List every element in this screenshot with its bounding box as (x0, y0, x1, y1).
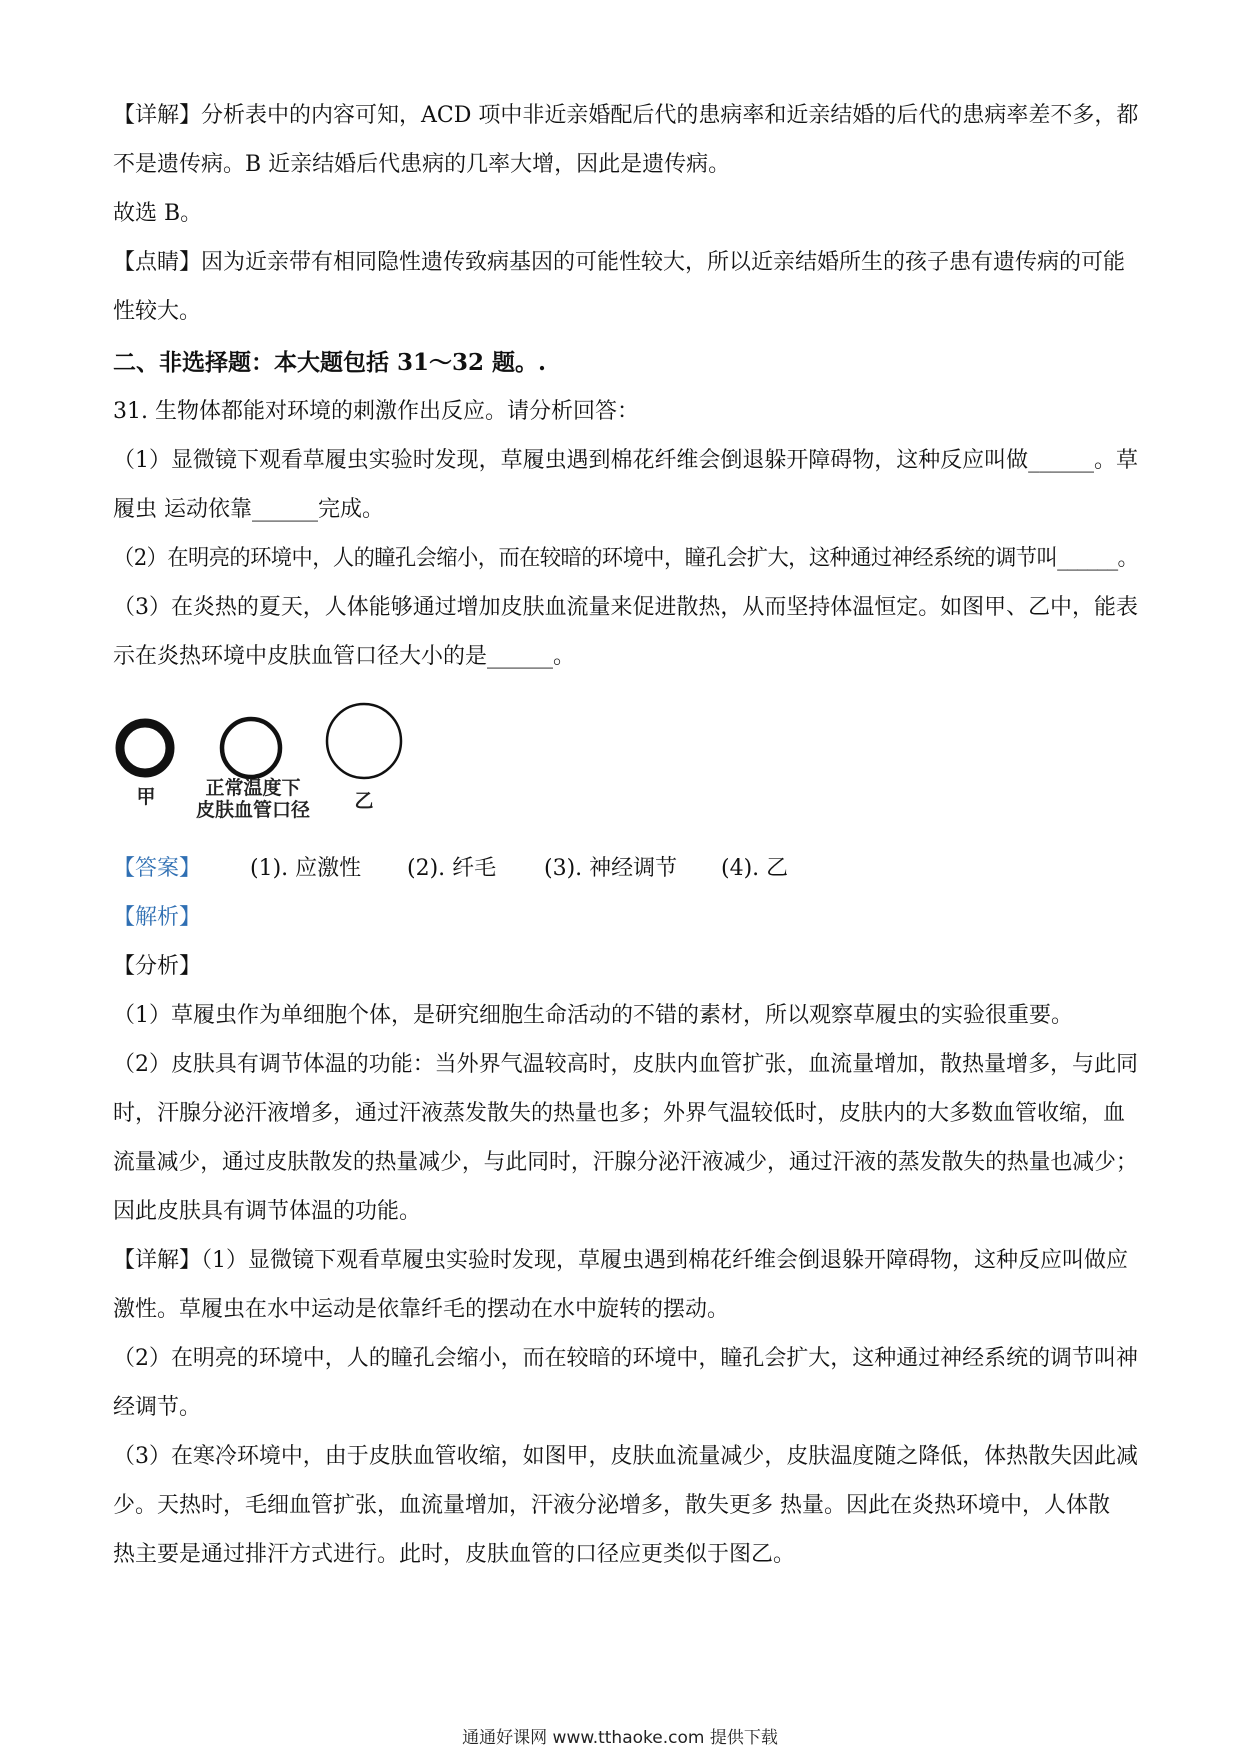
vessel-yi-circle (327, 704, 401, 778)
text-line: （2）皮肤具有调节体温的功能：当外界气温较高时，皮肤内血管扩张，血流量增加，散热量增多，与此同 (113, 1052, 1138, 1077)
label-jia: 甲 (136, 786, 156, 808)
label-yi: 乙 (354, 790, 374, 812)
text-line: （1）草履虫作为单细胞个体，是研究细胞生命活动的不错的素材，所以观察草履虫的实验很重要。 (113, 1003, 1074, 1028)
answer-1: (1). 应激性 (250, 856, 362, 881)
page-footer: 通通好课网 www.tthaoke.com 提供下载 (462, 1728, 778, 1748)
question-part-3-cont: 示在炎热环境中皮肤血管口径大小的是______。 (113, 644, 576, 669)
text-line: （2）在明亮的环境中，人的瞳孔会缩小，而在较暗的环境中，瞳孔会扩大，这种通过神经系统的调节叫神 (113, 1346, 1138, 1371)
vessel-jia-circle (120, 723, 170, 773)
answer-tag: 【答案】 (113, 856, 202, 881)
answer-2: (2). 纤毛 (407, 856, 497, 881)
text-line: 【点睛】因为近亲带有相同隐性遗传致病基因的可能性较大，所以近亲结婚所生的孩子患有遗传病的可能 (113, 250, 1126, 275)
text-line: 经调节。 (113, 1395, 202, 1420)
answer-row (113, 853, 1138, 885)
text-line: 不是遗传病。B 近亲结婚后代患病的几率大增，因此是遗传病。 (113, 152, 731, 177)
text-line: 【详解】（1）显微镜下观看草履虫实验时发现，草履虫遇到棉花纤维会倒退躲开障碍物，这种反应叫做应 (113, 1248, 1129, 1273)
text-line: 激性。草履虫在水中运动是依靠纤毛的摆动在水中旋转的摆动。 (113, 1297, 730, 1322)
vessel-diameter-figure (113, 698, 433, 828)
text-line: 因此皮肤具有调节体温的功能。 (113, 1199, 422, 1224)
text-line: 【详解】分析表中的内容可知，ACD 项中非近亲婚配后代的患病率和近亲结婚的后代的患病率差不多，都 (113, 103, 1139, 128)
question-part-1-cont: 履虫 运动依靠______完成。 (113, 497, 384, 522)
section-heading: 二、非选择题：本大题包括 31～32 题。. (113, 349, 547, 376)
label-normal-line2: 皮肤血管口径 (195, 799, 310, 821)
vessel-normal-circle (222, 719, 280, 777)
question-part-1: （1）显微镜下观看草履虫实验时发现，草履虫遇到棉花纤维会倒退躲开障碍物，这种反应叫做______。草 (113, 448, 1138, 473)
text-line: （3）在寒冷环境中，由于皮肤血管收缩，如图甲，皮肤血流量减少，皮肤温度随之降低，体热散失因此减 (113, 1444, 1138, 1469)
answer-3: (3). 神经调节 (544, 856, 678, 881)
analysis-tag: 【解析】 (113, 905, 202, 930)
text-line: 流量减少，通过皮肤散发的热量减少，与此同时，汗腺分泌汗液减少，通过汗液的蒸发散失的热量也减少； (113, 1150, 1138, 1175)
fenxi-tag: 【分析】 (113, 954, 202, 979)
text-line: 热主要是通过排汗方式进行。此时，皮肤血管的口径应更类似于图乙。 (113, 1542, 796, 1567)
answer-4: (4). 乙 (721, 856, 789, 881)
label-normal-line1: 正常温度下 (205, 777, 301, 799)
question-part-3: （3）在炎热的夏天，人体能够通过增加皮肤血流量来促进散热，从而坚持体温恒定。如图甲、乙中，能表 (113, 595, 1138, 620)
text-line: 时，汗腺分泌汗液增多，通过汗液蒸发散失的热量也多；外界气温较低时，皮肤内的大多数血管收缩，血 (113, 1101, 1126, 1126)
text-line: 少。天热时，毛细血管扩张，血流量增加，汗液分泌增多，散失更多 热量。因此在炎热环境中，人体散 (113, 1493, 1110, 1518)
text-line: 性较大。 (113, 299, 202, 324)
text-line: 故选 B。 (113, 201, 203, 226)
question-part-2: （2）在明亮的环境中，人的瞳孔会缩小，而在较暗的环境中，瞳孔会扩大，这种通过神经系统的调节叫______。 (113, 546, 1139, 571)
question-stem: 31. 生物体都能对环境的刺激作出反应。请分析回答： (113, 399, 639, 424)
